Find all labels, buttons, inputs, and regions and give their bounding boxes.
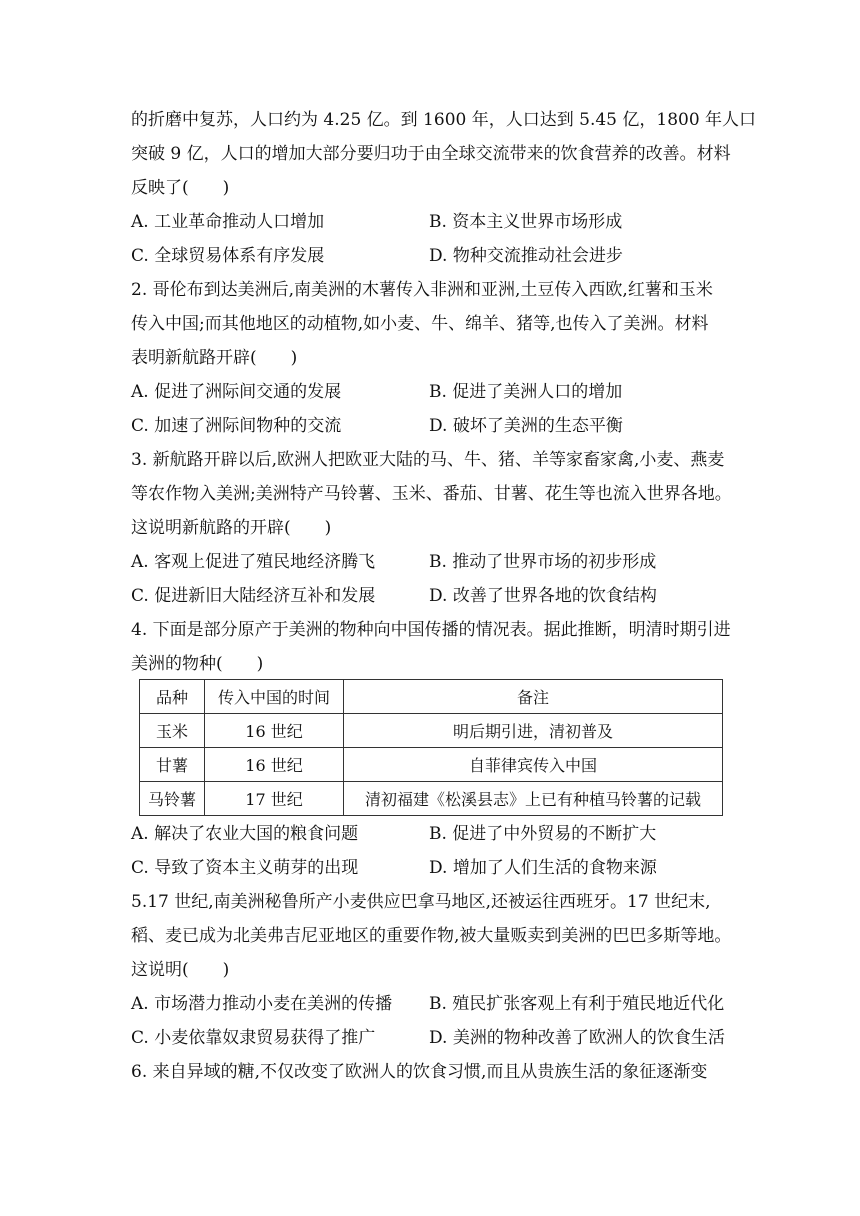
- table-cell: 17 世纪: [205, 782, 344, 816]
- table-cell: 自菲律宾传入中国: [344, 748, 723, 782]
- table-header-cell: 备注: [344, 680, 723, 714]
- q1-option-b[interactable]: B. 资本主义世界市场形成: [429, 212, 623, 232]
- q4-option-c[interactable]: C. 导致了资本主义萌芽的出现: [131, 858, 359, 878]
- q1-option-c[interactable]: C. 全球贸易体系有序发展: [131, 246, 325, 266]
- q6-text-line-1: 6. 来自异域的糖,不仅改变了欧洲人的饮食习惯,而且从贵族生活的象征逐渐变: [131, 1062, 708, 1082]
- q5-text-line-3: 这说明( ): [131, 960, 230, 980]
- q1-text-line-2: 突破 9 亿，人口的增加大部分要归功于由全球交流带来的饮食营养的改善。材料: [131, 144, 731, 164]
- table-header-cell: 品种: [140, 680, 205, 714]
- q3-text-line-3: 这说明新航路的开辟( ): [131, 518, 332, 538]
- q2-option-d[interactable]: D. 破坏了美洲的生态平衡: [429, 416, 623, 436]
- q1-option-d[interactable]: D. 物种交流推动社会进步: [429, 246, 623, 266]
- q1-text-line-3: 反映了( ): [131, 178, 230, 198]
- q4-text-line-1: 4. 下面是部分原产于美洲的物种向中国传播的情况表。据此推断，明清时期引进: [131, 620, 731, 640]
- q2-text-line-1: 2. 哥伦布到达美洲后,南美洲的木薯传入非洲和亚洲,土豆传入西欧,红薯和玉米: [131, 280, 713, 300]
- table-cell: 明后期引进，清初普及: [344, 714, 723, 748]
- q3-option-d[interactable]: D. 改善了世界各地的饮食结构: [429, 586, 657, 606]
- table-cell: 甘薯: [140, 748, 205, 782]
- table-header-cell: 传入中国的时间: [205, 680, 344, 714]
- q5-option-b[interactable]: B. 殖民扩张客观上有利于殖民地近代化: [429, 994, 725, 1014]
- q4-text-line-2: 美洲的物种( ): [131, 654, 264, 674]
- table-cell: 清初福建《松溪县志》上已有种植马铃薯的记载: [344, 782, 723, 816]
- q4-option-b[interactable]: B. 促进了中外贸易的不断扩大: [429, 824, 657, 844]
- q3-option-a[interactable]: A. 客观上促进了殖民地经济腾飞: [131, 552, 376, 572]
- q5-text-line-1: 5.17 世纪,南美洲秘鲁所产小麦供应巴拿马地区,还被运往西班牙。17 世纪末,: [131, 892, 711, 912]
- q3-option-c[interactable]: C. 促进新旧大陆经济互补和发展: [131, 586, 376, 606]
- q4-option-a[interactable]: A. 解决了农业大国的粮食问题: [131, 824, 359, 844]
- species-table: [139, 679, 723, 816]
- q2-text-line-2: 传入中国;而其他地区的动植物,如小麦、牛、绵羊、猪等,也传入了美洲。材料: [131, 314, 709, 334]
- q1-option-a[interactable]: A. 工业革命推动人口增加: [131, 212, 325, 232]
- q3-text-line-2: 等农作物入美洲;美洲特产马铃薯、玉米、番茄、甘薯、花生等也流入世界各地。: [131, 484, 732, 504]
- q4-option-d[interactable]: D. 增加了人们生活的食物来源: [429, 858, 657, 878]
- q5-option-c[interactable]: C. 小麦依靠奴隶贸易获得了推广: [131, 1028, 376, 1048]
- q3-text-line-1: 3. 新航路开辟以后,欧洲人把欧亚大陆的马、牛、猪、羊等家畜家禽,小麦、燕麦: [131, 450, 725, 470]
- q2-text-line-3: 表明新航路开辟( ): [131, 348, 298, 368]
- table-cell: 马铃薯: [140, 782, 205, 816]
- q2-option-b[interactable]: B. 促进了美洲人口的增加: [429, 382, 623, 402]
- table-row: [140, 714, 723, 748]
- q5-option-d[interactable]: D. 美洲的物种改善了欧洲人的饮食生活: [429, 1028, 725, 1048]
- table-cell: 玉米: [140, 714, 205, 748]
- table-header-row: [140, 680, 723, 714]
- table-cell: 16 世纪: [205, 748, 344, 782]
- q1-text-line-1: 的折磨中复苏，人口约为 4.25 亿。到 1600 年，人口达到 5.45 亿，1800 年人口: [131, 110, 757, 130]
- q5-option-a[interactable]: A. 市场潜力推动小麦在美洲的传播: [131, 994, 393, 1014]
- q2-option-c[interactable]: C. 加速了洲际间物种的交流: [131, 416, 342, 436]
- q2-option-a[interactable]: A. 促进了洲际间交通的发展: [131, 382, 342, 402]
- q3-option-b[interactable]: B. 推动了世界市场的初步形成: [429, 552, 657, 572]
- table-row: [140, 782, 723, 816]
- table-row: [140, 748, 723, 782]
- q5-text-line-2: 稻、麦已成为北美弗吉尼亚地区的重要作物,被大量贩卖到美洲的巴巴多斯等地。: [131, 926, 732, 946]
- table-cell: 16 世纪: [205, 714, 344, 748]
